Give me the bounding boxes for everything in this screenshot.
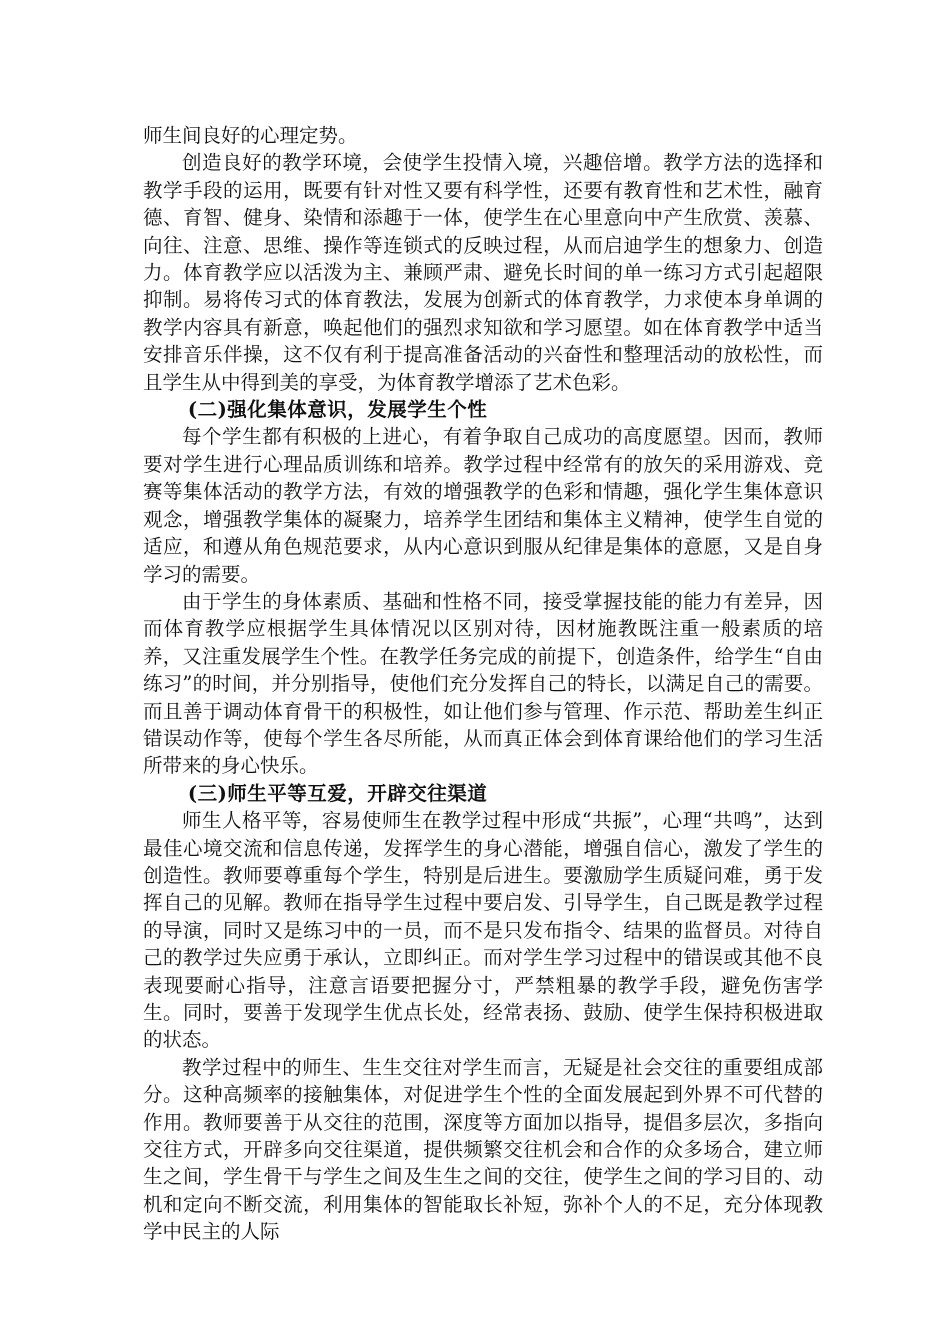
document-page bbox=[143, 122, 823, 1246]
section-heading-2: (二)强化集体意识，发展学生个性 bbox=[187, 398, 488, 422]
paragraph-equality: 师生人格平等，容易使师生在教学过程中形成“共振”，心理“共鸣”，达到最佳心境交流和信息传递，发挥学生的身心潜能，增强自信心，激发了学生的创造性。教师要尊重每个学生，特别是后进生。要激励学生质疑问难，勇于发挥自己的见解。教师在指导学生过程中要启发、引导学生，自己既是教学过程的导演，同时又是练习中的一员，而不是只发布指令、结果的监督员。对待自己的教学过失应勇于承认，立即纠正。而对学生学习过程中的错误或其他不良表现要耐心指导，注意言语要把握分寸，严禁粗暴的教学手段，避免伤害学生。同时，要善于发现学生优点长处，经常表扬、鼓励、使学生保持积极进取的状态。 bbox=[143, 809, 823, 1052]
paragraph-collective-awareness: 每个学生都有积极的上进心，有着争取自己成功的高度愿望。因而，教师要对学生进行心理品质训练和培养。教学过程中经常有的放矢的采用游戏、竞赛等集体活动的教学方法，有效的增强教学的色彩和情趣，强化学生集体意识观念，增强教学集体的凝聚力，培养学生团结和集体主义精神，使学生自觉的适应，和遵从角色规范要求，从内心意识到服从纪律是集体的意愿，又是自身学习的需要。 bbox=[143, 425, 823, 586]
paragraph-continuation: 师生间良好的心理定势。 bbox=[143, 124, 358, 147]
paragraph-interaction: 教学过程中的师生、生生交往对学生而言，无疑是社会交往的重要组成部分。这种高频率的接触集体，对促进学生个性的全面发展起到外界不可代替的作用。教师要善于从交往的范围，深度等方面加以指导，提倡多层次，多指向交往方式，开辟多向交往渠道，提供频繁交往机会和合作的众多场合，建立师生之间，学生骨干与学生之间及生生之间的交往，使学生之间的学习目的、动机和定向不断交流，利用集体的智能取长补短，弥补个人的不足，充分体现教学中民主的人际 bbox=[143, 1055, 823, 1244]
paragraph-teaching-environment: 创造良好的教学环境，会使学生投情入境，兴趣倍增。教学方法的选择和教学手段的运用，既要有针对性又要有科学性，还要有教育性和艺术性，融育德、育智、健身、染情和添趣于一体，使学生在心里意向中产生欣赏、羡慕、向往、注意、思维、操作等连锁式的反映过程，从而启迪学生的想象力、创造力。体育教学应以活泼为主、兼顾严肃、避免长时间的单一练习方式引起超限抑制。易将传习式的体育教法，发展为创新式的体育教学，力求使本身单调的教学内容具有新意，唤起他们的强烈求知欲和学习愿望。如在体育教学中适当安排音乐伴操，这不仅有利于提高准备活动的兴奋性和整理活动的放松性，而且学生从中得到美的享受，为体育教学增添了艺术色彩。 bbox=[143, 151, 823, 394]
paragraph-individuality: 由于学生的身体素质、基础和性格不同，接受掌握技能的能力有差异，因而体育教学应根据学生具体情况以区别对待，因材施教既注重一般素质的培养，又注重发展学生个性。在教学任务完成的前提下，创造条件，给学生“自由练习”的时间，并分别指导，使他们充分发挥自己的特长，以满足自己的需要。而且善于调动体育骨干的积极性，如让他们参与管理、作示范、帮助差生纠正错误动作等，使每个学生各尽所能，从而真正体会到体育课给他们的学习生活所带来的身心快乐。 bbox=[143, 589, 823, 778]
section-heading-3: (三)师生平等互爱，开辟交往渠道 bbox=[187, 781, 488, 805]
